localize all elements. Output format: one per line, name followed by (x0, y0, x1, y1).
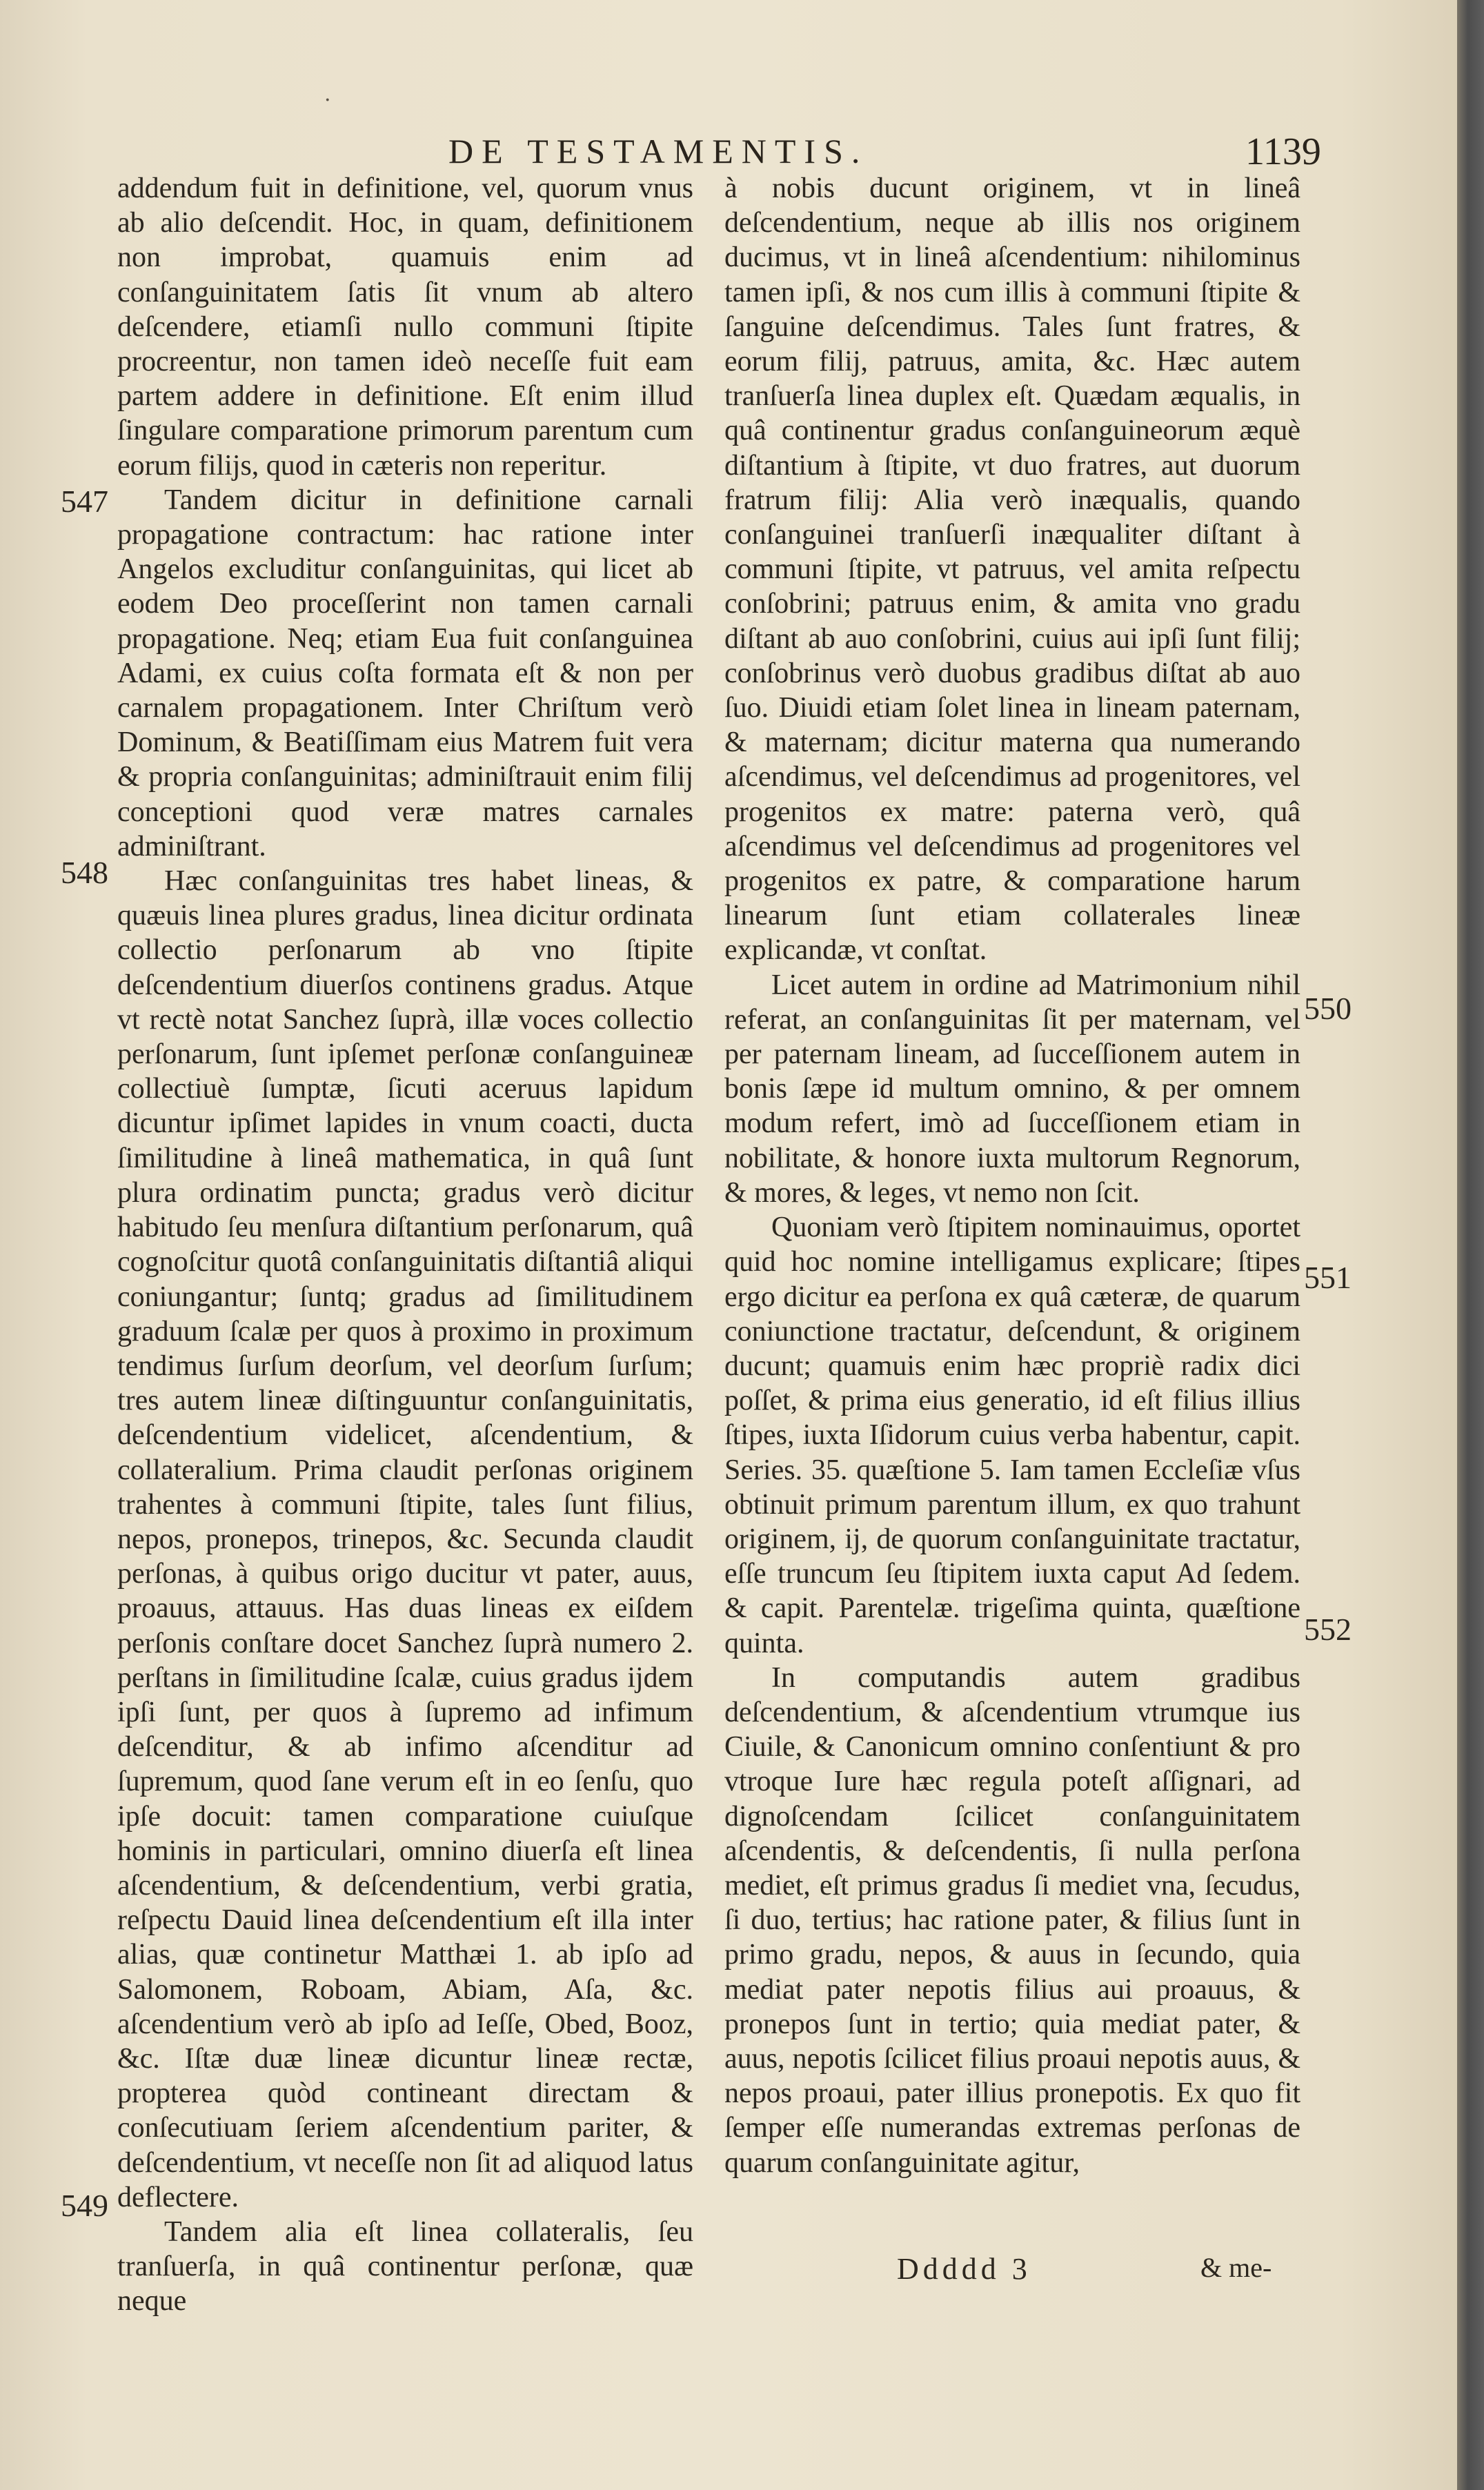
ink-speck: · (324, 88, 331, 112)
paragraph-549: Tandem alia eſt linea collateralis, ſeu tranſuerſa, in quâ continentur perſonæ, quæ neque (117, 2215, 693, 2318)
margin-number-552: 552 (1304, 1612, 1352, 1647)
catchword: & me- (1200, 2252, 1272, 2283)
paragraph: à nobis ducunt originem, vt in lineâ deſcendentium, neque ab illis nos originem ducimus, vt in lineâ aſcendentium: nihilominus tamen ipſi, & nos cum illis à communi ſtipite & ſanguine deſcendimus. Tales ſunt fratres, & eorum filij, patruus, amita, &c. Hæc autem tranſuerſa linea duplex eſt. Quædam æqualis, in quâ continentur gradus conſanguineorum æquè diſtantium à ſtipite, vt duo fratres, aut duorum fratrum filij: Alia verò inæqualis, quando conſanguinei tranſuerſi inæqualiter diſtant à communi ſtipite, vt patruus, vel amita reſpectu conſobrini; patruus enim, & amita vno gradu diſtant ab auo conſobrini, cuius aui ipſi ſunt filij; conſobrinus verò duobus gradibus diſtat ab auo ſuo. Diuidi etiam ſolet linea in lineam paternam, & maternam; dicitur materna qua numerando aſcendimus, vel deſcendimus ad progenitores, vel progenitos ex matre: paterna verò, quâ aſcendimus vel deſcendimus ad progenitores vel progenitos ex patre, & comparatione harum linearum ſunt etiam collaterales lineæ explicandæ, vt conſtat. (724, 172, 1300, 967)
paragraph: addendum fuit in definitione, vel, quorum vnus ab alio deſcendit. Hoc, in quam, definitionem non improbat, quamuis enim ad conſanguinitatem ſatis ſit vnum ab altero deſcendere, etiamſi nullo communi ſtipite procreentur, non tamen ideò neceſſe fuit eam partem addere in definitione. Eſt enim illud ſingulare comparatione primorum parentum cum eorum filijs, quod in cæteris non reperitur. (117, 172, 693, 482)
left-column (117, 171, 693, 2319)
page-edge-shadow (1457, 0, 1484, 2490)
signature-mark: Ddddd 3 (897, 2252, 1031, 2286)
right-column (724, 171, 1300, 2180)
margin-number-549: 549 (61, 2188, 108, 2223)
paragraph-551: Quoniam verò ſtipitem nominauimus, oportet quid hoc nomine intelligamus explicare; ſtipes ergo dicitur ea perſona ex quâ cæteræ, de quarum coniunctione tractatur, deſcendunt, & originem ducunt; quamuis enim hæc propriè radix dici poſſet, & prima eius generatio, id eſt filius illius ſtipes, iuxta Iſidorum cuius verba habentur, capit. Series. 35. quæſtione 5. Iam tamen Eccleſiæ vſus obtinuit primum parentum illum, ex quo trahunt originem, ij, de quorum conſanguinitate tractatur, eſſe truncum ſeu ſtipitem iuxta caput Ad ſedem. & capit. Parentelæ. trigeſima quinta, quæſtione quinta. (724, 1212, 1300, 1659)
paragraph-550: Licet autem in ordine ad Matrimonium nihil referat, an conſanguinitas ſit per maternam, vel per paternam lineam, ad ſucceſſionem autem in bonis ſæpe id multum omnino, & per omnem modum refert, imò ad ſucceſſionem etiam in nobilitate, & honore iuxta multorum Regnorum, & mores, & leges, vt nemo non ſcit. (724, 969, 1300, 1209)
margin-number-550: 550 (1304, 991, 1352, 1026)
paragraph-552: In computandis autem gradibus deſcendentium, & aſcendentium vtrumque ius Ciuile, & Canonicum omnino conſentiunt & pro vtroque Iure hæc regula poteſt aſſignari, ad dignoſcendam ſcilicet conſanguinitatem aſcendentis, & deſcendentis, ſi nulla perſona mediet, eſt primus gradus ſi mediet vna, ſecudus, ſi duo, tertius; hac ratione pater, & filius ſunt in primo gradu, nepos, & auus in ſecundo, quia mediat pater nepotis filius aui proauus, & pronepos ſunt in tertio; quia mediat pater, & auus, nepotis ſcilicet filius proaui nepotis auus, & nepos proaui, pater illius pronepotis. Ex quo fit ſemper eſſe numerandas extremas perſonas de quarum conſanguinitate agitur, (724, 1661, 1300, 2179)
margin-number-547: 547 (61, 484, 108, 519)
paragraph-547: Tandem dicitur in definitione carnali propagatione contractum: hac ratione inter Angelos excluditur conſanguinitas, qui licet ab eodem Deo proceſſerint non tamen carnali propagatione. Neq; etiam Eua fuit conſanguinea Adami, ex cuius coſta formata eſt & non per carnalem propagationem. Inter Chriſtum verò Dominum, & Beatiſſimam eius Matrem fuit vera & propria conſanguinitas; adminiſtrauit enim filij conceptioni quod veræ matres carnales adminiſtrant. (117, 484, 693, 862)
page-number: 1139 (1245, 130, 1321, 173)
margin-number-551: 551 (1304, 1260, 1352, 1295)
paragraph-548: Hæc conſanguinitas tres habet lineas, & quæuis linea plures gradus, linea dicitur ordinata collectio perſonarum ab vno ſtipite deſcendentium diuerſos continens gradus. Atque vt rectè notat Sanchez ſuprà, illæ voces collectio perſonarum, ſunt ipſemet perſonæ conſanguineæ collectiuè ſumptæ, ſicuti aceruus lapidum dicuntur ipſimet lapides in vnum coacti, ducta ſimilitudine à lineâ mathematica, in quâ ſunt plura ordinatim puncta; gradus verò dicitur habitudo ſeu menſura diſtantium perſonarum, quâ cognoſcitur quotâ conſanguinitatis diſtantiâ aliqui coniungantur; ſuntq; gradus ad ſimilitudinem graduum ſcalæ per quos à proximo in proximum tendimus ſurſum deorſum, vel deorſum ſurſum; tres autem lineæ diſtinguuntur conſanguinitatis, deſcendentium videlicet, aſcendentium, & collateralium. Prima claudit perſonas originem trahentes à communi ſtipite, tales ſunt filius, nepos, pronepos, trinepos, &c. Secunda claudit perſonas, à quibus origo ducitur vt pater, auus, proauus, attauus. Has duas lineas ex eiſdem perſonis conſtare docet Sanchez ſuprà numero 2. perſtans in ſimilitudine ſcalæ, cuius gradus ijdem ipſi ſunt, per quos à ſupremo ad infimum deſcenditur, & ab infimo aſcenditur ad ſupremum, quod ſane verum eſt in eo ſenſu, quo ipſe docuit: tamen comparatione cuiuſque hominis in particulari, omnino diuerſa eſt linea aſcendentium, & deſcendentium, verbi gratia, reſpectu Dauid linea deſcendentium eſt illa inter alias, quæ continetur Matthæi 1. ab ipſo ad Salomonem, Roboam, Abiam, Aſa, &c. aſcendentium verò ab ipſo ad Ieſſe, Obed, Booz, &c. Iſtæ duæ lineæ dicuntur lineæ rectæ, propterea quòd contineant directam & conſecutiuam ſeriem aſcendentium pariter, & deſcendentium, vt neceſſe non ſit ad aliquod latus deflectere. (117, 865, 693, 2213)
running-title: DE TESTAMENTIS. (448, 132, 869, 170)
margin-number-548: 548 (61, 855, 108, 890)
